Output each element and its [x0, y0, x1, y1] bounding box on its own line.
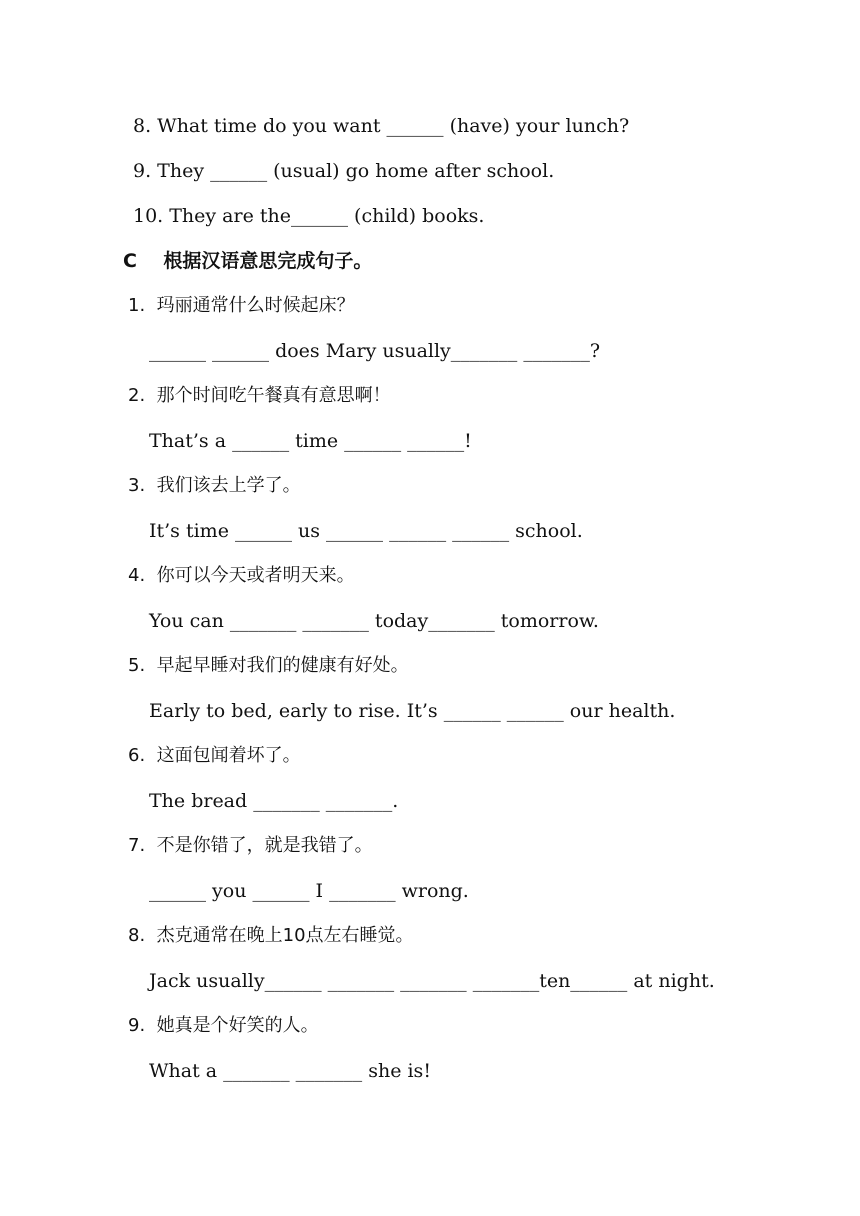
question-answer-6: The bread _______ _______.	[149, 790, 399, 812]
question-prompt-5: 5. 早起早睡对我们的健康有好处。	[128, 655, 409, 676]
question-answer-1: ______ ______ does Mary usually_______ _______?	[149, 340, 601, 362]
question-answer-2: That’s a ______ time ______ ______!	[149, 430, 472, 452]
question-answer-3: It’s time ______ us ______ ______ ______ school.	[149, 520, 583, 542]
section-c-heading: C 根据汉语意思完成句子。	[123, 250, 373, 272]
section-b-item-8: 8. What time do you want ______ (have) your lunch?	[133, 115, 630, 137]
question-prompt-3: 3. 我们该去上学了。	[128, 475, 301, 496]
question-prompt-7: 7. 不是你错了，就是我错了。	[128, 835, 373, 856]
question-answer-7: ______ you ______ I _______ wrong.	[149, 880, 469, 902]
question-answer-5: Early to bed, early to rise. It’s ______ ______ our health.	[149, 700, 676, 722]
question-prompt-6: 6. 这面包闻着坏了。	[128, 745, 301, 766]
question-prompt-9: 9. 她真是个好笑的人。	[128, 1015, 319, 1036]
question-prompt-1: 1. 玛丽通常什么时候起床？	[128, 295, 355, 316]
question-prompt-8: 8. 杰克通常在晚上10点左右睡觉。	[128, 925, 414, 946]
question-answer-9: What a _______ _______ she is!	[149, 1060, 431, 1082]
question-prompt-2: 2. 那个时间吃午餐真有意思啊！	[128, 385, 391, 406]
section-b-item-10: 10. They are the______ (child) books.	[133, 205, 485, 227]
question-prompt-4: 4. 你可以今天或者明天来。	[128, 565, 355, 586]
question-answer-8: Jack usually______ _______ _______ _______ten______ at night.	[149, 970, 715, 992]
section-b-item-9: 9. They ______ (usual) go home after school.	[133, 160, 555, 182]
question-answer-4: You can _______ _______ today_______ tomorrow.	[149, 610, 599, 632]
